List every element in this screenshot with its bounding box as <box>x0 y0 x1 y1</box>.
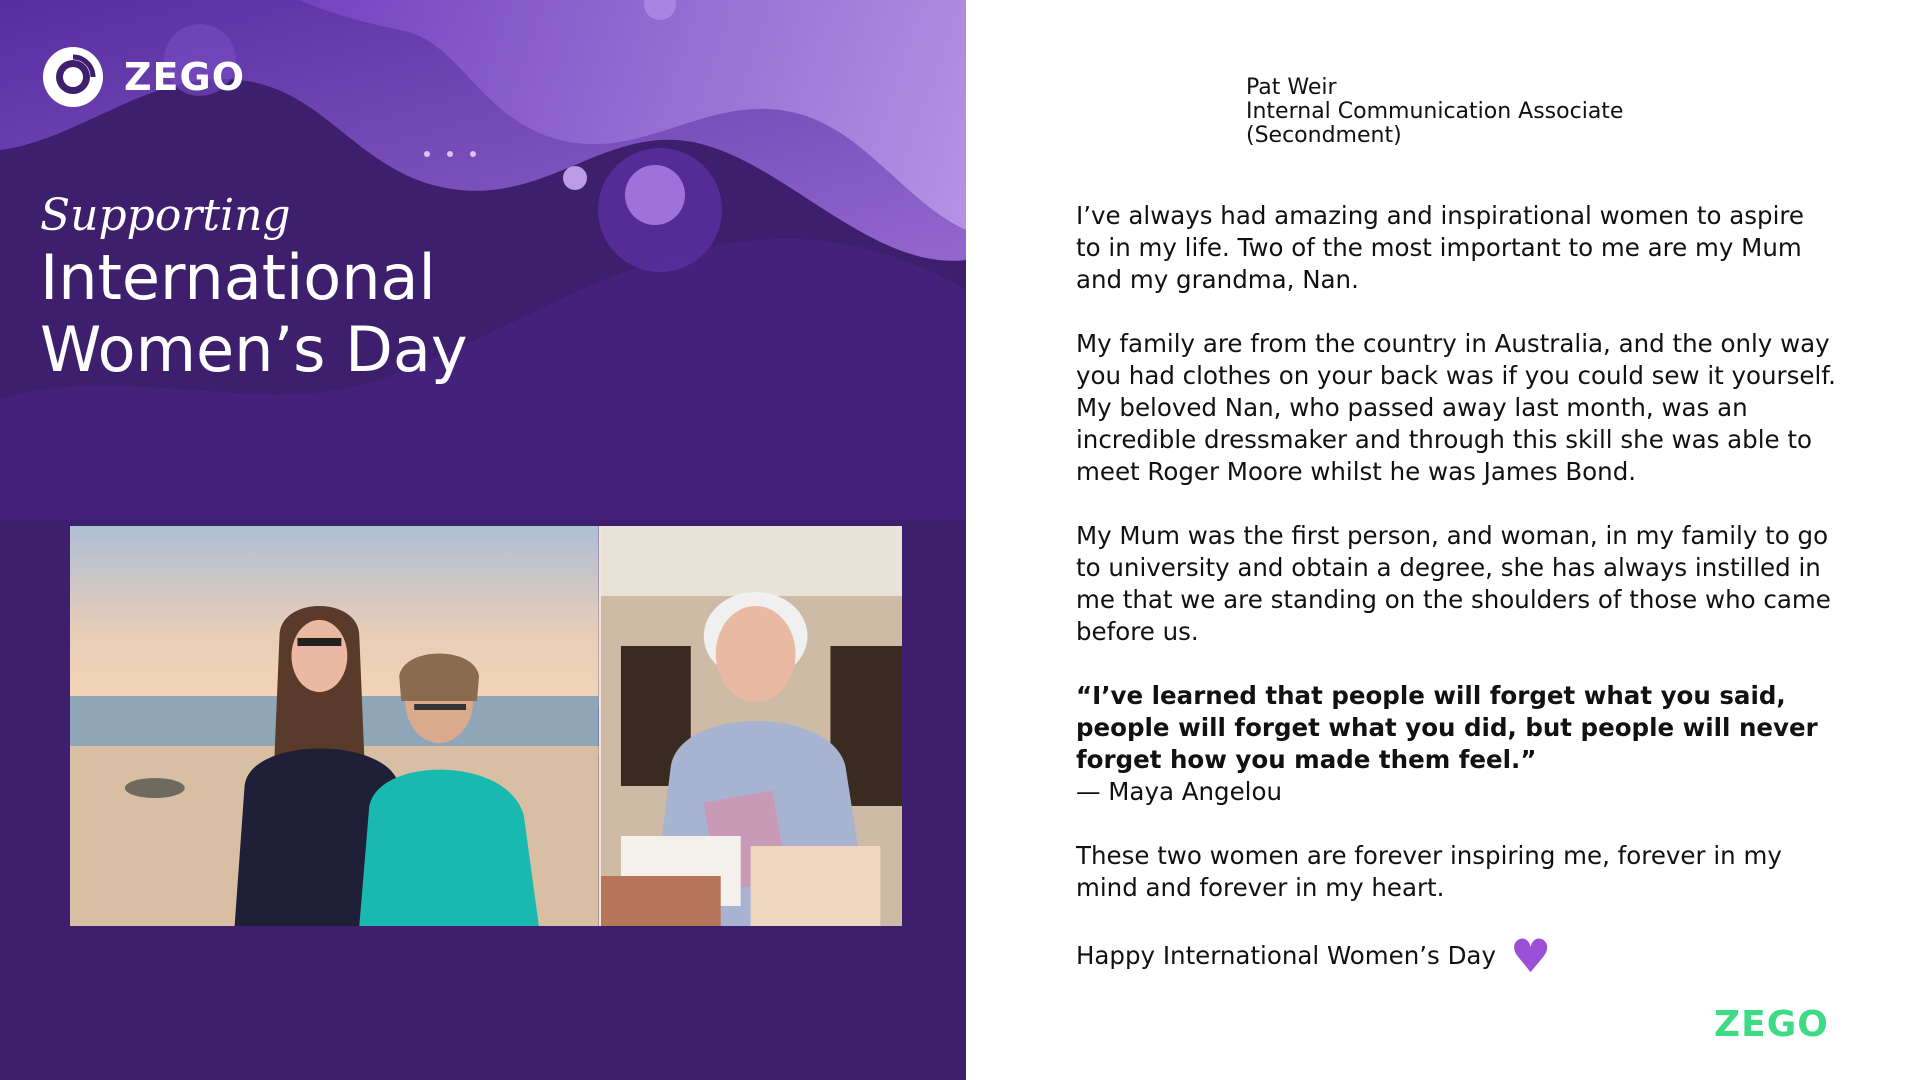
author-block <box>1246 76 1623 148</box>
quote: “I’ve learned that people will forget what you said, people will forget what you did, but people will never forget how you made them feel.” <box>1076 681 1818 774</box>
paragraph-1: I’ve always had amazing and inspirational women to aspire to in my life. Two of the most important to me are my Mum and my grandma, Nan. <box>1076 201 1804 294</box>
grandma-photo <box>599 526 902 926</box>
title-line-2: Women’s Day <box>40 313 468 386</box>
quote-attribution: — Maya Angelou <box>1076 777 1282 806</box>
zego-logo-bottom: ZEGO <box>1714 1004 1829 1045</box>
author-note: (Secondment) <box>1246 123 1402 148</box>
title <box>40 190 468 386</box>
zego-logo <box>40 44 245 110</box>
author-role: Internal Communication Associate <box>1246 99 1624 124</box>
zego-logo-text: ZEGO <box>124 55 246 99</box>
title-script: Supporting <box>40 190 291 241</box>
paragraph-2: My family are from the country in Australia, and the only way you had clothes on your back was if you could sew it yourself. My beloved Nan, who passed away last month, was an incredible dressmaker and through this skill she was able to meet Roger Moore whilst he was James Bond. <box>1076 329 1836 486</box>
closing-text: Happy International Women’s Day <box>1076 941 1496 970</box>
beach-photo <box>70 526 599 926</box>
paragraph-3: My Mum was the first person, and woman, in my family to go to university and obtain a degree, she has always instilled in me that we are standing on the shoulders of those who came before us. <box>1076 521 1831 646</box>
story-body <box>1076 200 1836 983</box>
closing-line <box>1076 929 1836 983</box>
paragraph-4: These two women are forever inspiring me, forever in my mind and forever in my heart. <box>1076 841 1782 902</box>
zego-logo-icon <box>40 44 106 110</box>
right-panel <box>966 0 1920 1080</box>
purple-heart-icon: ♥ <box>1509 929 1552 983</box>
author-name: Pat Weir <box>1246 75 1337 100</box>
photo-collage <box>70 526 902 926</box>
title-line-1: International <box>40 241 436 314</box>
